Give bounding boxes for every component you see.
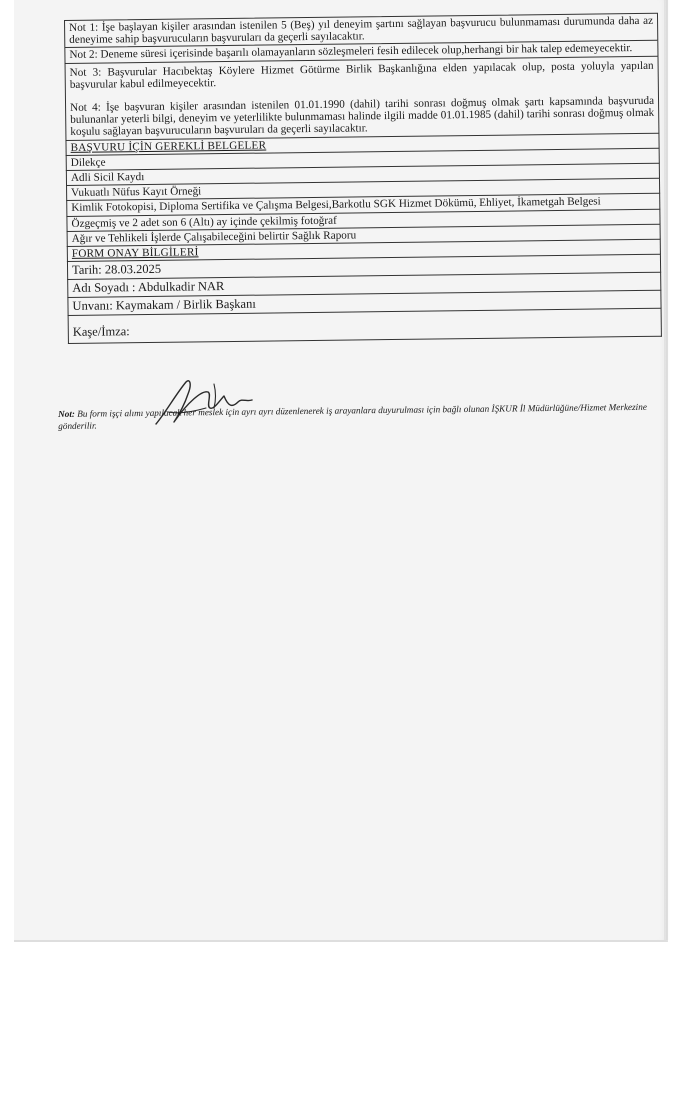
footnote-text: Bu form işçi alımı yapılacak her meslek için ayrı ayrı düzenlenerek iş arayanlara duyurulması için bağlı olunan İŞKUR İl Müdürlüğüne/Hizmet Merkezine gönderilir.	[58, 401, 647, 431]
document-item: Dilekçe	[66, 149, 660, 171]
footnote-label: Not:	[58, 408, 75, 419]
document-item: Özgeçmiş ve 2 adet son 6 (Altı) ay içinde çekilmiş fotoğraf	[66, 209, 660, 231]
page-edge-shadow	[664, 0, 670, 940]
signature-label: Kaşe/İmza:	[72, 324, 130, 340]
document-item: Ağır ve Tehlikeli İşlerde Çalışabileceğini belirtir Sağlık Raporu	[67, 225, 661, 247]
note-3: Not 3: Başvurular Hacıbektaş Köylere Hizmet Götürme Birlik Başkanlığına elden yapılacak olup, posta yoluyla yapılan başvurular kabul edilmeyecektir.	[69, 59, 654, 91]
note-3-4-cell	[65, 56, 660, 140]
note-2: Not 2: Deneme süresi içerisinde başarılı olamayanların sözleşmeleri fesih edilecek olup,herhangi bir hak talep edemeyecektir.	[64, 41, 658, 63]
document-item: Kimlik Fotokopisi, Diploma Sertifika ve Çalışma Belgesi,Barkotlu SGK Hizmet Dökümü, Ehliyet, İkametgah Belgesi	[66, 194, 660, 216]
approval-heading: FORM ONAY BİLGİLERİ	[67, 240, 661, 262]
requirements-form-table	[64, 13, 662, 344]
document-item: Adli Sicil Kaydı	[66, 164, 660, 186]
approval-name: Adı Soyadı : Abdulkadir NAR	[67, 273, 661, 298]
documents-heading: BAŞVURU İÇİN GEREKLİ BELGELER	[65, 133, 659, 155]
note-1: Not 1: İşe başlayan kişiler arasından istenilen 5 (Beş) yıl deneyim şartını sağlayan başvurucu bulunmaması durumunda daha az deneyime sahip başvurucuların başvuruları da geçerli sayılacaktır.	[64, 13, 658, 49]
note-4: Not 4: İşe başvuran kişiler arasından istenilen 01.01.1990 (dahil) tarihi sonrası doğmuş olmak şartı kapsamında başvuruda bulunanlar yeterli bilgi, deneyim ve yeterlilikte bulunmaması halinde ilgili madde 01.01.1985 (dahil) tarihi sonrası doğmuş olmak koşulu sağlayan başvurucuların başvuruları da geçerli sayılacaktır.	[70, 94, 655, 139]
approval-date: Tarih: 28.03.2025	[67, 255, 661, 280]
document-item: Vukuatlı Nüfus Kayıt Örneği	[66, 179, 660, 201]
approval-title: Unvanı: Kaymakam / Birlik Başkanı	[67, 291, 661, 316]
